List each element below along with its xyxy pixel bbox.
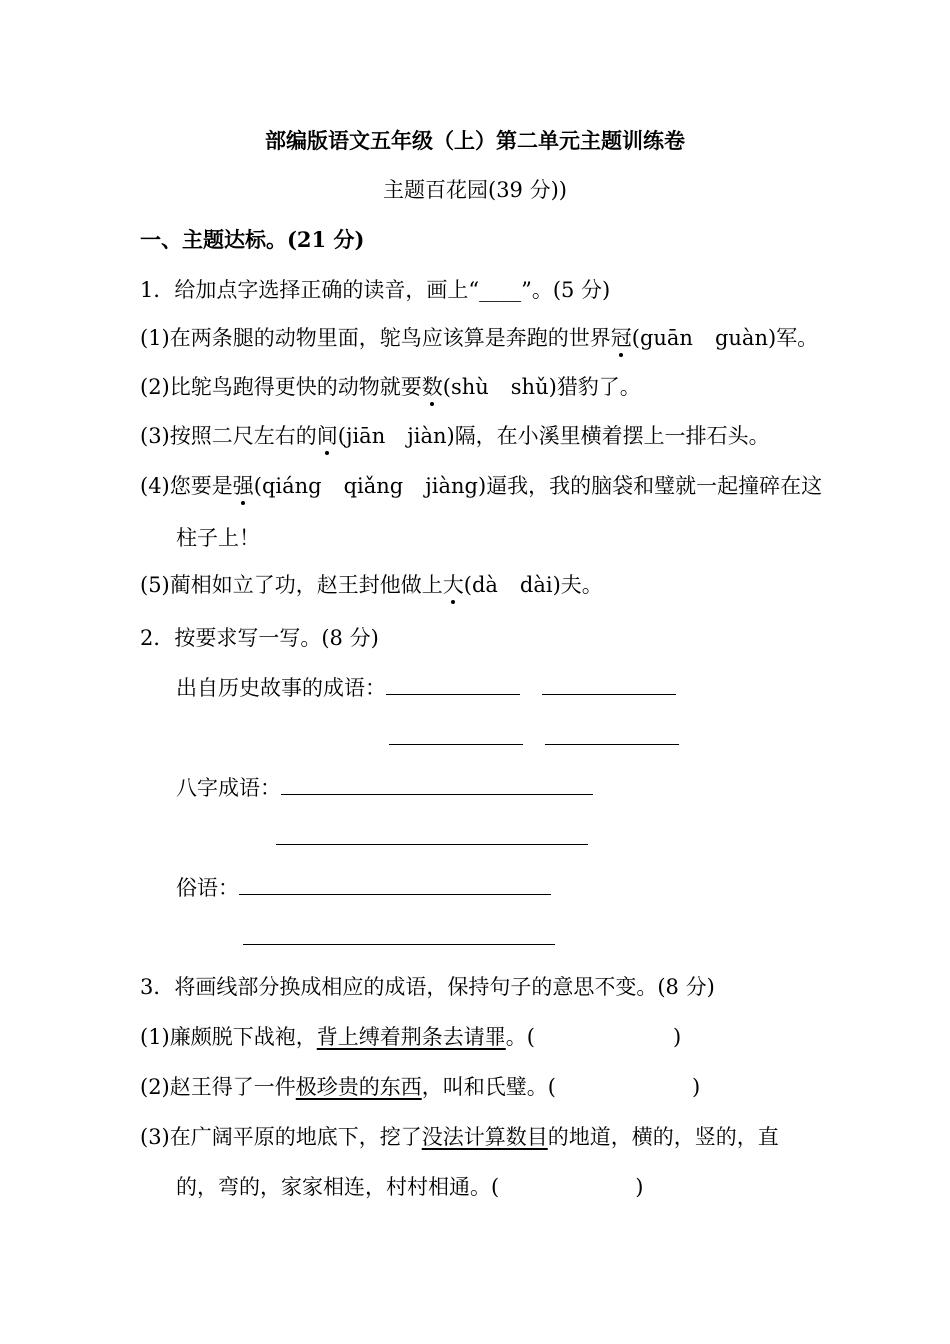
q1-item-4-pinyin-b: qiǎng bbox=[343, 474, 404, 498]
q1-item-3-tail: 隔，在小溪里横着摆上一排石头。 bbox=[454, 424, 770, 448]
q1-item-4 bbox=[140, 472, 822, 500]
q1-item-5-text: (5)蔺相如立了功，赵王封他做上 bbox=[140, 573, 443, 597]
q1-item-1-tail: 军。 bbox=[776, 326, 819, 350]
q2-line-idioms-history bbox=[176, 674, 676, 702]
q1-item-1-pinyin-a: (guān bbox=[631, 326, 693, 350]
q2-line-eight-char-2 bbox=[276, 824, 588, 852]
answer-blank[interactable] bbox=[243, 924, 555, 945]
q1-item-5-pinyin-b: dài) bbox=[519, 573, 561, 597]
q1-item-2-pinyin-a: (shù bbox=[442, 375, 489, 399]
q3-item-1-open: 。( bbox=[505, 1025, 535, 1049]
q3-item-3-continued bbox=[176, 1173, 643, 1201]
q1-item-3-dotted-char: 间 bbox=[316, 424, 338, 448]
q3-item-2-text: (2)赵王得了一件 bbox=[140, 1075, 296, 1099]
q1-item-3-pinyin-b: jiàn) bbox=[407, 424, 455, 448]
q1-item-2 bbox=[140, 373, 641, 401]
answer-blank[interactable] bbox=[281, 774, 593, 795]
q1-item-4-dotted-char: 强 bbox=[232, 474, 254, 498]
q2-line-eight-char bbox=[176, 774, 593, 802]
q1-item-2-tail: 猎豹了。 bbox=[556, 375, 641, 399]
q1-item-3 bbox=[140, 422, 770, 450]
question-2-heading: 2．按要求写一写。(8 分) bbox=[140, 626, 379, 650]
q1-item-3-pinyin-a: (jiān bbox=[337, 424, 386, 448]
page-subtitle: 主题百花园(39 分)) bbox=[383, 178, 567, 202]
q1-item-2-text: (2)比鸵鸟跑得更快的动物就要 bbox=[140, 375, 422, 399]
q1-item-2-pinyin-b: shǔ) bbox=[510, 375, 557, 399]
q3-item-3-close: ) bbox=[635, 1175, 644, 1199]
q3-item-3-tail: 的地道，横的，竖的，直 bbox=[547, 1125, 779, 1149]
q2-label-history-idioms: 出自历史故事的成语： bbox=[176, 676, 386, 700]
q2-label-eight-char-idioms: 八字成语： bbox=[176, 776, 281, 800]
q1-item-4-pinyin-a: (qiáng bbox=[253, 474, 322, 498]
q1-item-1-dotted-char: 冠 bbox=[610, 326, 632, 350]
q1-item-5 bbox=[140, 571, 603, 599]
answer-blank[interactable] bbox=[389, 724, 523, 745]
page-title: 部编版语文五年级（上）第二单元主题训练卷 bbox=[265, 128, 685, 153]
section-heading: 一、主题达标。(21 分) bbox=[140, 227, 365, 252]
answer-blank[interactable] bbox=[542, 674, 676, 695]
q1-item-1-pinyin-b: guàn) bbox=[714, 326, 777, 350]
q3-item-2 bbox=[140, 1073, 700, 1101]
q1-item-4-pinyin-c: jiàng) bbox=[425, 474, 487, 498]
q2-line-proverb-2 bbox=[243, 924, 555, 952]
q1-item-4-text: (4)您要是 bbox=[140, 474, 233, 498]
q3-item-3-underlined: 没法计算数目 bbox=[421, 1125, 548, 1149]
q1-item-5-dotted-char: 大 bbox=[442, 573, 464, 597]
q3-item-2-close: ) bbox=[691, 1075, 701, 1099]
q3-item-1-text: (1)廉颇脱下战袍， bbox=[140, 1025, 317, 1049]
q3-item-1-close: ) bbox=[672, 1025, 682, 1049]
q1-item-5-tail: 夫。 bbox=[560, 573, 603, 597]
q2-label-proverb: 俗语： bbox=[176, 876, 239, 900]
answer-blank[interactable] bbox=[276, 824, 588, 845]
q1-item-4-continued: 柱子上！ bbox=[176, 526, 260, 550]
q3-item-2-open: ，叫和氏璧。( bbox=[421, 1075, 556, 1099]
q1-item-4-tail: 逼我，我的脑袋和璧就一起撞碎在这 bbox=[486, 474, 823, 498]
q3-item-3-text: (3)在广阔平原的地底下，挖了 bbox=[140, 1125, 422, 1149]
answer-blank[interactable] bbox=[545, 724, 679, 745]
q3-item-2-underlined: 极珍贵的东西 bbox=[295, 1075, 422, 1099]
question-3-heading: 3．将画线部分换成相应的成语，保持句子的意思不变。(8 分) bbox=[140, 975, 715, 999]
q3-item-1 bbox=[140, 1023, 681, 1051]
q1-item-1 bbox=[140, 324, 818, 352]
q3-item-1-underlined: 背上缚着荆条去请罪 bbox=[316, 1025, 506, 1049]
q1-item-2-dotted-char: 数 bbox=[421, 375, 443, 399]
question-1-heading: 1．给加点字选择正确的读音，画上“____”。(5 分) bbox=[140, 278, 611, 302]
answer-blank[interactable] bbox=[239, 874, 551, 895]
answer-blank[interactable] bbox=[386, 674, 520, 695]
q2-line-proverb bbox=[176, 874, 551, 902]
q2-line-idioms-history-2 bbox=[389, 724, 679, 752]
q1-item-5-pinyin-a: (dà bbox=[463, 573, 498, 597]
q1-item-3-text: (3)按照二尺左右的 bbox=[140, 424, 317, 448]
q3-item-3 bbox=[140, 1123, 779, 1151]
q1-item-1-text: (1)在两条腿的动物里面，鸵鸟应该算是奔跑的世界 bbox=[140, 326, 611, 350]
q3-item-3-text-2: 的，弯的，家家相连，村村相通。( bbox=[176, 1175, 500, 1199]
